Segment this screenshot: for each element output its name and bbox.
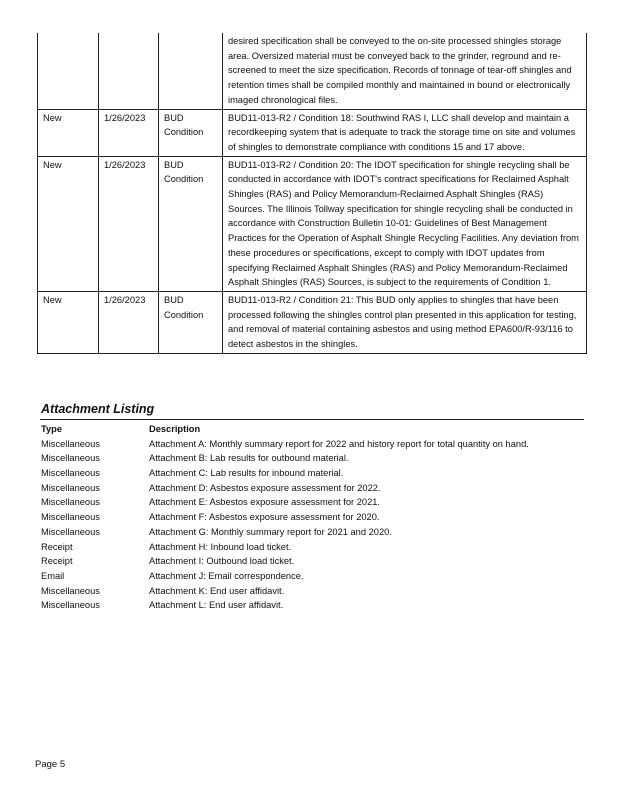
attachment-description: Attachment A: Monthly summary report for 2022 and history report for total quantity on hand. <box>149 438 529 449</box>
list-item <box>41 569 591 584</box>
date-cell <box>99 33 159 109</box>
attachment-description: Attachment D: Asbestos exposure assessment for 2022. <box>149 482 381 493</box>
type-cell: BUD Condition <box>159 156 223 291</box>
status-cell <box>38 33 99 109</box>
list-item <box>41 584 591 599</box>
attachment-type: Miscellaneous <box>41 438 100 449</box>
date-cell: 1/26/2023 <box>99 291 159 353</box>
attachment-type: Miscellaneous <box>41 453 100 464</box>
type-cell: BUD Condition <box>159 291 223 353</box>
attachment-type: Miscellaneous <box>41 585 100 596</box>
type-cell <box>159 33 223 109</box>
attachment-type: Receipt <box>41 541 73 552</box>
list-item <box>41 437 591 452</box>
attachment-header-row <box>41 422 591 437</box>
type-cell: BUD Condition <box>159 109 223 156</box>
status-cell: New <box>38 291 99 353</box>
attachment-type: Miscellaneous <box>41 526 100 537</box>
attachment-type: Email <box>41 570 65 581</box>
condition-text-cell: BUD11-013-R2 / Condition 20: The IDOT specification for shingle recycling shall be conducted in accordance with IDOT's contract specifications for Reclaimed Asphalt Shingles (RAS) and Policy Memorandum-Reclaimed Asphalt Shingles (RAS) Sources. The Illinois Tollway specification for shingle recycling shall be conducted in accordance with Construction Bulletin 10-01: Guidelines of Best Management Practices for the Operation of Asphalt Shingle Recycling Facilities. Any deviation from these procedures or specifications, except to comply with IDOT updates from specifying Reclaimed Asphalt Shingles (RAS) and Policy Memorandum-Reclaimed Asphalt Shingles (RAS) Sources, is subject to the requirements of Condition 1. <box>223 156 587 291</box>
date-cell: 1/26/2023 <box>99 156 159 291</box>
list-item <box>41 598 591 613</box>
list-item <box>41 540 591 555</box>
list-item <box>41 554 591 569</box>
attachment-description: Attachment B: Lab results for outbound material. <box>149 453 349 464</box>
list-item <box>41 495 591 510</box>
attachment-list <box>41 422 591 613</box>
status-cell: New <box>38 156 99 291</box>
attachment-type: Miscellaneous <box>41 468 100 479</box>
section-divider <box>40 419 584 420</box>
table-row <box>38 156 587 291</box>
table-row <box>38 33 587 109</box>
list-item <box>41 525 591 540</box>
condition-text-cell: BUD11-013-R2 / Condition 18: Southwind RAS I, LLC shall develop and maintain a recordkeeping system that is adequate to track the storage time on site and volumes of shingles to demonstrate compliance with conditions 15 and 17 above. <box>223 109 587 156</box>
table-row <box>38 109 587 156</box>
page-number: Page 5 <box>35 759 66 770</box>
status-cell: New <box>38 109 99 156</box>
attachment-description: Attachment L: End user affidavit. <box>149 600 284 611</box>
attachment-description: Attachment G: Monthly summary report for 2021 and 2020. <box>149 526 392 537</box>
list-item <box>41 510 591 525</box>
attachment-type: Miscellaneous <box>41 512 100 523</box>
attachment-description: Attachment J: Email correspondence. <box>149 570 304 581</box>
list-item <box>41 481 591 496</box>
attachment-description: Attachment F: Asbestos exposure assessment for 2020. <box>149 512 380 523</box>
attachment-description: Attachment I: Outbound load ticket. <box>149 556 295 567</box>
list-item <box>41 451 591 466</box>
list-item <box>41 466 591 481</box>
type-column-header: Type <box>41 424 63 434</box>
attachment-description: Attachment H: Inbound load ticket. <box>149 541 292 552</box>
attachment-description: Attachment K: End user affidavit. <box>149 585 285 596</box>
table-row <box>38 291 587 353</box>
date-cell: 1/26/2023 <box>99 109 159 156</box>
attachment-type: Miscellaneous <box>41 482 100 493</box>
section-title: Attachment Listing <box>41 402 155 416</box>
attachment-description: Attachment E: Asbestos exposure assessment for 2021. <box>149 497 380 508</box>
condition-text-cell: BUD11-013-R2 / Condition 21: This BUD only applies to shingles that have been processed following the shingles control plan presented in this application for testing, and removal of material containing asbestos and using method EPA600/R-93/116 to detect asbestos in the shingles. <box>223 291 587 353</box>
attachment-type: Receipt <box>41 556 73 567</box>
conditions-table <box>37 33 587 354</box>
attachment-type: Miscellaneous <box>41 600 100 611</box>
condition-text-cell: desired specification shall be conveyed to the on-site processed shingles storage area. Oversized material must be conveyed back to the grinder, reground and re-screened to meet the size specification. Records of tonnage of tear-off shingles and retention times shall be compiled monthly and maintained in bound or electronically imaged chronological files. <box>223 33 587 109</box>
attachment-type: Miscellaneous <box>41 497 100 508</box>
attachment-description: Attachment C: Lab results for inbound material. <box>149 468 344 479</box>
description-column-header: Description <box>149 424 201 434</box>
